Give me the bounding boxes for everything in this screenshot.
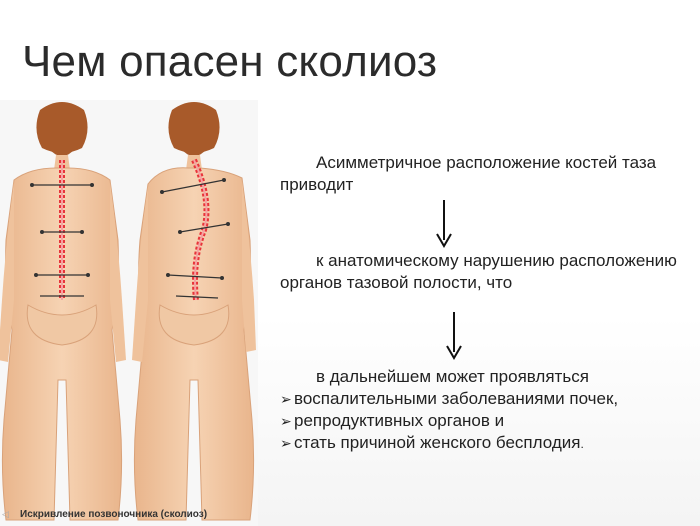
bullet-item: [280, 410, 680, 432]
final-period: .: [580, 437, 584, 451]
arrow-bullet-icon: ➢: [280, 413, 292, 429]
page-title: Чем опасен сколиоз: [22, 37, 438, 86]
arrow-bullet-icon: ➢: [280, 435, 292, 451]
paragraph-1: [280, 152, 680, 196]
bullet-item: [280, 432, 680, 455]
slide-nav-mark: ◁: [2, 509, 9, 519]
bullet-item: [280, 388, 680, 410]
paragraph-1-text: Асимметричное расположение костей таза приводит: [280, 153, 657, 194]
down-arrow-icon: [434, 200, 454, 250]
figure-normal: [0, 102, 126, 520]
paragraph-2-text: к анатомическому нарушению расположению органов тазовой полости, что: [280, 251, 677, 292]
paragraph-2: [280, 250, 680, 294]
bullet-text: стать причиной женского бесплодия: [294, 433, 581, 452]
arrow-bullet-icon: ➢: [280, 391, 292, 407]
down-arrow-icon: [444, 312, 464, 362]
scoliosis-illustration: [0, 100, 258, 526]
bullet-text: репродуктивных органов и: [294, 411, 505, 430]
figure-scoliosis: [132, 102, 256, 520]
back-figures-drawing: [0, 100, 258, 526]
paragraph-3: [280, 366, 680, 455]
bullet-text: воспалительными заболеваниями почек,: [294, 389, 619, 408]
paragraph-3-text: в дальнейшем может проявляться: [316, 367, 589, 386]
figure-caption: Искривление позвоночника (сколиоз): [20, 509, 208, 520]
